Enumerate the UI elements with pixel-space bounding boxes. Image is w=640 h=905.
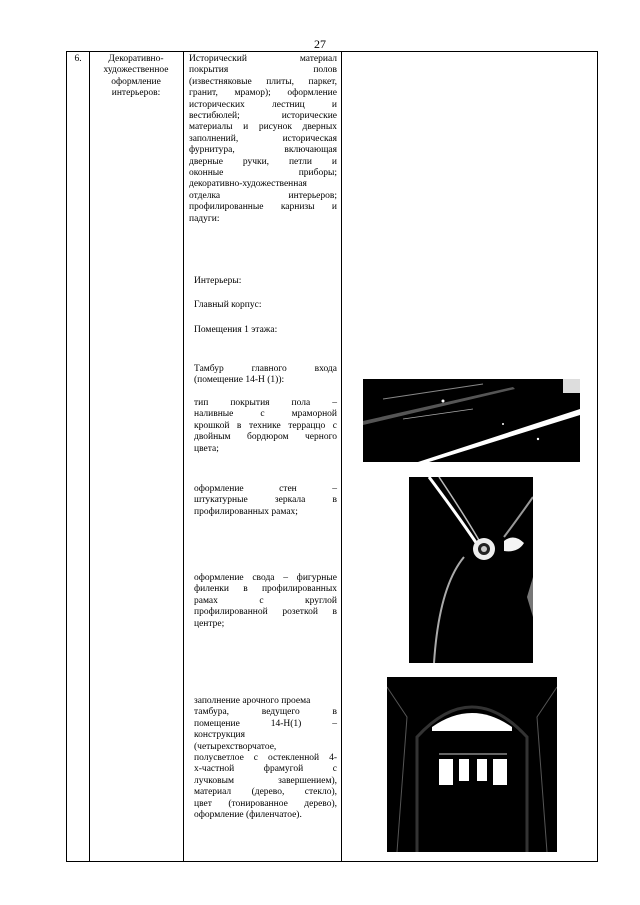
walls-item: оформление стен – штукатурные зеркала в профилированных рамах; <box>194 484 337 517</box>
text-line: дверные ручки, петли и <box>189 156 337 167</box>
text-line: отделка интерьеров; <box>189 190 337 201</box>
vault-item: оформление свода – фигурные филенки в профилированных рамах с круглой профилированной розеткой в центре; <box>194 573 337 629</box>
terrazzo-floor-photo <box>363 379 580 462</box>
vault-rosette-photo <box>409 477 533 663</box>
text-line: профилированные карнизы и <box>189 202 337 213</box>
text-line: (известняковые плиты, паркет, <box>189 76 337 87</box>
arch-filling-item: заполнение арочного проема тамбура, ведущего в помещение 14-Н(1) – конструкция (четырехстворчатое, полусветлое с остекленной 4- х-частной фрамугой с лучковым завершением), материал (дерево, стекло), цвет (тонированное дерево), оформление (филенчатое). <box>194 696 337 821</box>
building-heading: Главный корпус: <box>194 300 262 310</box>
text-line: фурнитура, включающая <box>189 145 337 156</box>
text-line: декоративно-художественная <box>189 179 307 190</box>
text-line: заполнений, историческая <box>189 133 337 144</box>
column-divider <box>183 52 184 861</box>
text-line: гранит, мрамор); оформление <box>189 88 337 99</box>
vestibule-heading: Тамбур главного входа (помещение 14-Н (1)): <box>194 364 337 386</box>
row-number: 6. <box>74 54 82 64</box>
floor-covering-item: тип покрытия пола – наливные с мраморной крошкой в технике терраццо с двойным бордюром черного цвета; <box>194 398 337 454</box>
text-line: оконные приборы; <box>189 168 337 179</box>
column-divider <box>341 52 342 861</box>
row-subject-name: Декоративно-художественное оформление интерьеров: <box>103 54 169 99</box>
intro-description <box>189 54 337 225</box>
text-line: Исторический материал <box>189 54 337 64</box>
text-line: вестибюлей; исторические <box>189 111 337 122</box>
interiors-heading: Интерьеры: <box>194 276 242 286</box>
page-number: 27 <box>314 37 326 51</box>
text-line: падуги: <box>189 213 220 224</box>
arched-doorway-photo <box>387 677 557 852</box>
text-line: материалы и рисунок дверных <box>189 122 337 133</box>
text-line: исторических лестниц и <box>189 99 337 110</box>
text-line: покрытия полов <box>189 65 337 76</box>
column-divider <box>89 52 90 861</box>
floor-heading: Помещения 1 этажа: <box>194 325 278 335</box>
